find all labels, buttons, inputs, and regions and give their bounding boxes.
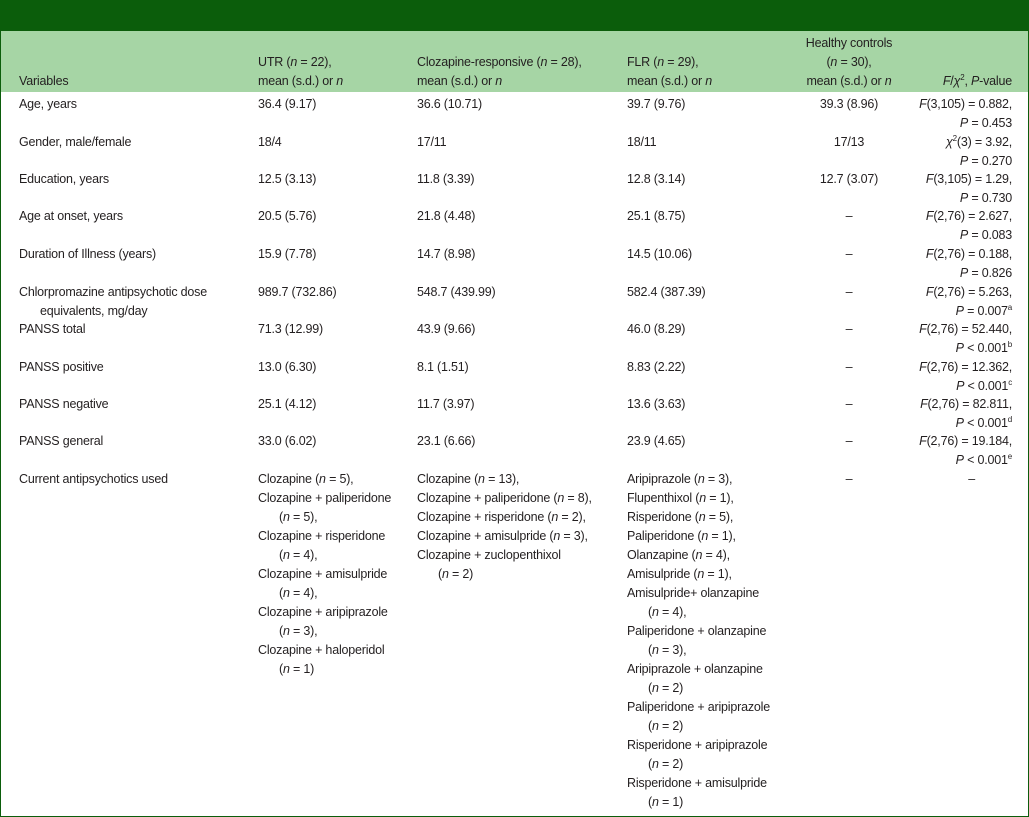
utr-value: 33.0 (6.02) xyxy=(258,434,317,448)
clozapine-responsive-value: 43.9 (9.66) xyxy=(417,322,476,336)
healthy-controls-value: 39.3 (8.96) xyxy=(819,97,879,111)
healthy-controls-value: – xyxy=(845,209,853,223)
utr-value: 13.0 (6.30) xyxy=(258,360,317,374)
flr-value: 39.7 (9.76) xyxy=(627,97,686,111)
healthy-controls-value: – xyxy=(845,247,853,261)
healthy-controls-value: – xyxy=(845,285,853,299)
utr-value: 18/4 xyxy=(258,135,282,149)
statistic-value: F(2,76) = 52.440, P < 0.001$^b$ xyxy=(919,322,1012,355)
header-clozapine-responsive: Clozapine-responsive (n = 28), mean (s.d.) or n xyxy=(417,55,582,88)
utr-value: 20.5 (5.76) xyxy=(258,209,317,223)
healthy-controls-value: 17/13 xyxy=(833,135,865,149)
healthy-controls-value: – xyxy=(845,397,853,411)
clozapine-responsive-value: 21.8 (4.48) xyxy=(417,209,476,223)
clozapine-responsive-value: 11.8 (3.39) xyxy=(417,172,475,186)
clozapine-responsive-antipsychotics: Clozapine (n = 13), Clozapine + paliperidone (n = 8), Clozapine + risperidone (n = 2), Clozapine + amisulpride (n = 3), Clozapine + zuclopenthixol (n = 2) xyxy=(417,472,592,581)
statistic-value: F(2,76) = 82.811, P < 0.001$^d$ xyxy=(920,397,1012,430)
statistic-antipsychotics: – xyxy=(968,472,975,486)
clozapine-responsive-value: 36.6 (10.71) xyxy=(417,97,483,111)
healthy-controls-value: – xyxy=(845,434,853,448)
header-flr: FLR (n = 29), mean (s.d.) or n xyxy=(627,55,713,88)
clozapine-responsive-value: 23.1 (6.66) xyxy=(417,434,476,448)
healthy-controls-value: 12.7 (3.07) xyxy=(819,172,879,186)
clozapine-responsive-value: 14.7 (8.98) xyxy=(417,247,476,261)
row-label: PANSS total xyxy=(19,322,86,336)
statistic-value: F(2,76) = 0.188, P = 0.826 xyxy=(925,247,1012,280)
flr-value: 18/11 xyxy=(627,135,657,149)
header-statistic: $F/\chi^2$, P-value xyxy=(942,73,1012,88)
header-utr: UTR (n = 22), mean (s.d.) or n xyxy=(258,55,344,88)
row-label: Duration of Illness (years) xyxy=(19,247,157,261)
row-label: PANSS general xyxy=(19,434,104,448)
flr-value: 13.6 (3.63) xyxy=(627,397,686,411)
utr-antipsychotics: Clozapine (n = 5), Clozapine + paliperidone (n = 5), Clozapine + risperidone (n = 4), Clozapine + amisulpride (n = 4), Clozapine + aripiprazole (n = 3), Clozapine + haloperidol (n = 1) xyxy=(258,472,392,676)
flr-value: 12.8 (3.14) xyxy=(627,172,686,186)
healthy-controls-value: – xyxy=(845,360,853,374)
utr-value: 12.5 (3.13) xyxy=(258,172,317,186)
row-label: Education, years xyxy=(19,172,109,186)
statistic-value: $\chi^2(3) = 3.92$, P = 0.270 xyxy=(946,134,1012,168)
statistic-value: F(2,76) = 12.362, P < 0.001$^c$ xyxy=(919,360,1012,393)
utr-value: 989.7 (732.86) xyxy=(258,285,337,299)
flr-value: 14.5 (10.06) xyxy=(627,247,693,261)
flr-antipsychotics: Aripiprazole (n = 3), Flupenthixol (n = 1), Risperidone (n = 5), Paliperidone (n = 1), Olanzapine (n = 4), Amisulpride (n = 1), Amisulpride+ olanzapine (n = 4), Paliperidone + olanzapine (n = 3), Aripiprazole + olanzapine (n = 2) Paliperidone + aripiprazole (n = 2) Risperidone + aripiprazole (n = 2) Risperidone + amisulpride (n = 1) xyxy=(627,472,770,809)
utr-value: 15.9 (7.78) xyxy=(258,247,317,261)
utr-value: 71.3 (12.99) xyxy=(258,322,324,336)
row-label: Gender, male/female xyxy=(19,135,132,149)
flr-value: 23.9 (4.65) xyxy=(627,434,686,448)
statistic-value: F(2,76) = 2.627, P = 0.083 xyxy=(925,209,1012,242)
row-label: Chlorpromazine antipsychotic dose equivalents, mg/day xyxy=(19,285,207,318)
clozapine-responsive-value: 548.7 (439.99) xyxy=(417,285,496,299)
row-label: Current antipsychotics used xyxy=(19,472,168,486)
utr-value: 25.1 (4.12) xyxy=(258,397,317,411)
header-variables: Variables xyxy=(19,74,69,88)
table-title-bar xyxy=(1,1,1028,31)
flr-value: 8.83 (2.22) xyxy=(627,360,686,374)
statistic-value: F(3,105) = 1.29, P = 0.730 xyxy=(925,172,1012,205)
clozapine-responsive-value: 8.1 (1.51) xyxy=(417,360,469,374)
healthy-controls-antipsychotics: – xyxy=(845,472,853,486)
row-label: PANSS negative xyxy=(19,397,109,411)
flr-value: 46.0 (8.29) xyxy=(627,322,686,336)
healthy-controls-value: – xyxy=(845,322,853,336)
statistic-value: F(2,76) = 19.184, P < 0.001$^e$ xyxy=(919,434,1012,467)
clozapine-responsive-value: 17/11 xyxy=(417,135,447,149)
row-label: Age, years xyxy=(19,97,77,111)
header-healthy-controls: Healthy controls (n = 30), mean (s.d.) or n xyxy=(805,36,893,88)
flr-value: 582.4 (387.39) xyxy=(627,285,706,299)
clozapine-responsive-value: 11.7 (3.97) xyxy=(417,397,475,411)
flr-value: 25.1 (8.75) xyxy=(627,209,686,223)
row-label: Age at onset, years xyxy=(19,209,123,223)
statistic-value: F(2,76) = 5.263, P = 0.007$^a$ xyxy=(925,285,1012,318)
row-label: PANSS positive xyxy=(19,360,104,374)
statistic-value: F(3,105) = 0.882, P = 0.453 xyxy=(919,97,1012,130)
utr-value: 36.4 (9.17) xyxy=(258,97,317,111)
